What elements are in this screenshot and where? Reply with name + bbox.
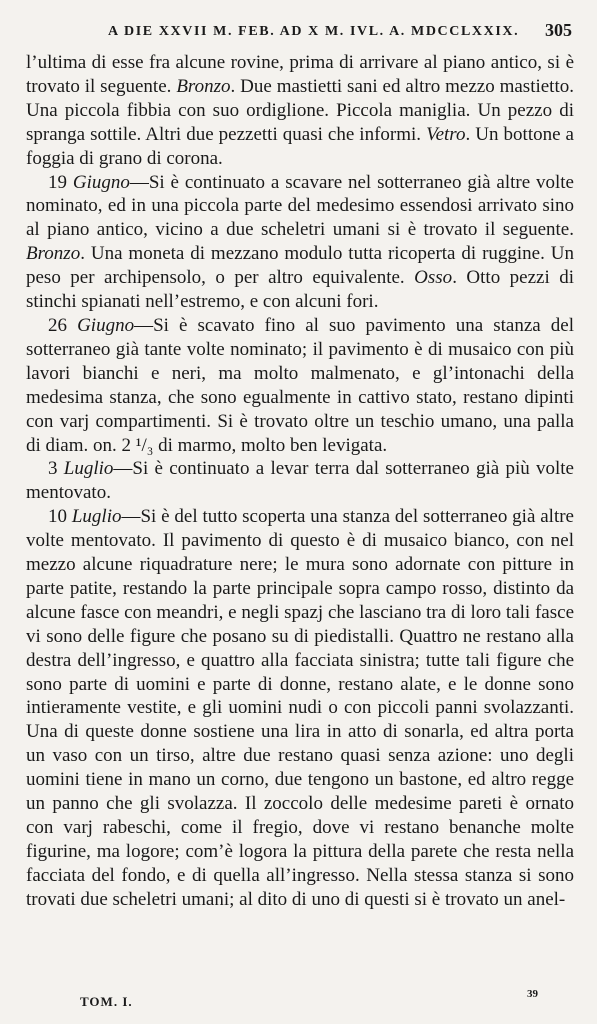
italic-term: Osso bbox=[414, 267, 453, 289]
text-run: —Si è continuato a levar terra dal sotterraneo già più volte mentovato. bbox=[26, 458, 574, 504]
running-head: A DIE XXVII M. FEB. AD X M. IVL. A. MDCCLXXIX. bbox=[108, 24, 520, 39]
text-run: 19 bbox=[48, 171, 73, 193]
document-page bbox=[26, 18, 574, 1014]
text-run: 10 bbox=[48, 506, 72, 528]
text-run: —Si è del tutto scoperta una stanza del sotterraneo già altre volte mentovato. Il pavimento di questo è di musaico bianco, con nel mezzo alcune riquadrature nere; le mura sono adornate con pitture in parte patite, restando la parte principale sopra campo rosso, distinto da alcune fasce con meandri, e negli spazj che lasciano tra di loro tali fasce vi sono delle figure che posano su di piedistalli. Quattro ne restano alla destra dell’ingresso, e quattro alla facciata sinistra; tutte tali figure che sono parte di uomini e parte di donne, restano alate, e le donne sono intieramente vestite, e gli uomini nudi o con piccoli panni svolazzanti. Una di queste donne sostiene una lira in atto di sonarla, ed altra porta un vaso con un tirso, altre due restano quasi senza azione: uno degli uomini tiene in mano un corno, due tengono un bastone, ed altro regge un panno che gli svolazza. Il zoccolo delle medesime pareti è ornato con varj rabeschi, come il fregio, dove vi restano benanche molte figurine, ma logore; com’è logora la pittura della parete che resta nella facciata del fondo, e di quella all’ingresso. Nella stessa stanza si sono trovati due scheletri umani; al dito di uno di questi si è trovato un anel- bbox=[26, 506, 574, 910]
page-header bbox=[26, 18, 574, 48]
italic-term: Giugno bbox=[77, 314, 135, 336]
text-run: . Due mastietti sani ed altro mezzo mastietto. Una piccola fibbia con suo ordiglione. Piccola maniglia. Un pezzo di spranga sottile. Altri due pezzetti quasi che informi. bbox=[26, 75, 574, 145]
italic-term: Luglio bbox=[63, 458, 114, 480]
text-run: . Un bottone a foggia di grano di corona. bbox=[26, 123, 574, 169]
italic-term: Bronzo bbox=[26, 243, 81, 265]
text-run: l’ultima di esse fra alcune rovine, prima di arrivare al piano antico, si è trovato il seguente. bbox=[26, 52, 574, 97]
paragraph bbox=[26, 314, 574, 457]
italic-term: Vetro bbox=[426, 123, 466, 145]
text-run: 26 bbox=[48, 314, 78, 336]
page-footer bbox=[26, 988, 574, 1014]
volume-label: TOM. I. bbox=[80, 994, 133, 1009]
text-run: —Si è continuato a scavare nel sotterraneo già altre volte nominato, ed in una piccola parte del medesimo essendosi arrivato sino al piano antico, vicino a due scheletri umani si è trovato il seguente. bbox=[26, 171, 574, 241]
page-number: 305 bbox=[545, 20, 572, 40]
italic-term: Luglio bbox=[71, 506, 122, 528]
italic-term: Giugno bbox=[72, 171, 130, 193]
paragraph bbox=[26, 505, 574, 911]
paragraph bbox=[26, 171, 574, 314]
text-run: . Una moneta di mezzano modulo tutta ricoperta di ruggine. Un peso per archipensolo, o per altro equivalente. bbox=[26, 243, 574, 289]
text-run: . Otto pezzi di stinchi spianati nell’estremo, e con alcuni fori. bbox=[26, 267, 575, 313]
italic-term: Bronzo bbox=[176, 75, 231, 97]
body-text bbox=[26, 51, 574, 912]
text-run: 3 bbox=[48, 458, 64, 480]
signature-mark: 39 bbox=[527, 988, 538, 1000]
text-run: —Si è scavato fino al suo pavimento una stanza del sotterraneo già tante volte nominato; il pavimento è di musaico con più lavori bianchi e neri, ma molto malmenato, e gl’intonachi della medesima stanza, che sono egualmente in cattivo stato, restano dipinti con varj compartimenti. Si è trovato oltre un teschio umano, una palla di diam. on. 2 ¹/₃ di marmo, molto ben levigata. bbox=[26, 314, 574, 456]
paragraph bbox=[26, 51, 574, 171]
paragraph bbox=[26, 457, 574, 505]
